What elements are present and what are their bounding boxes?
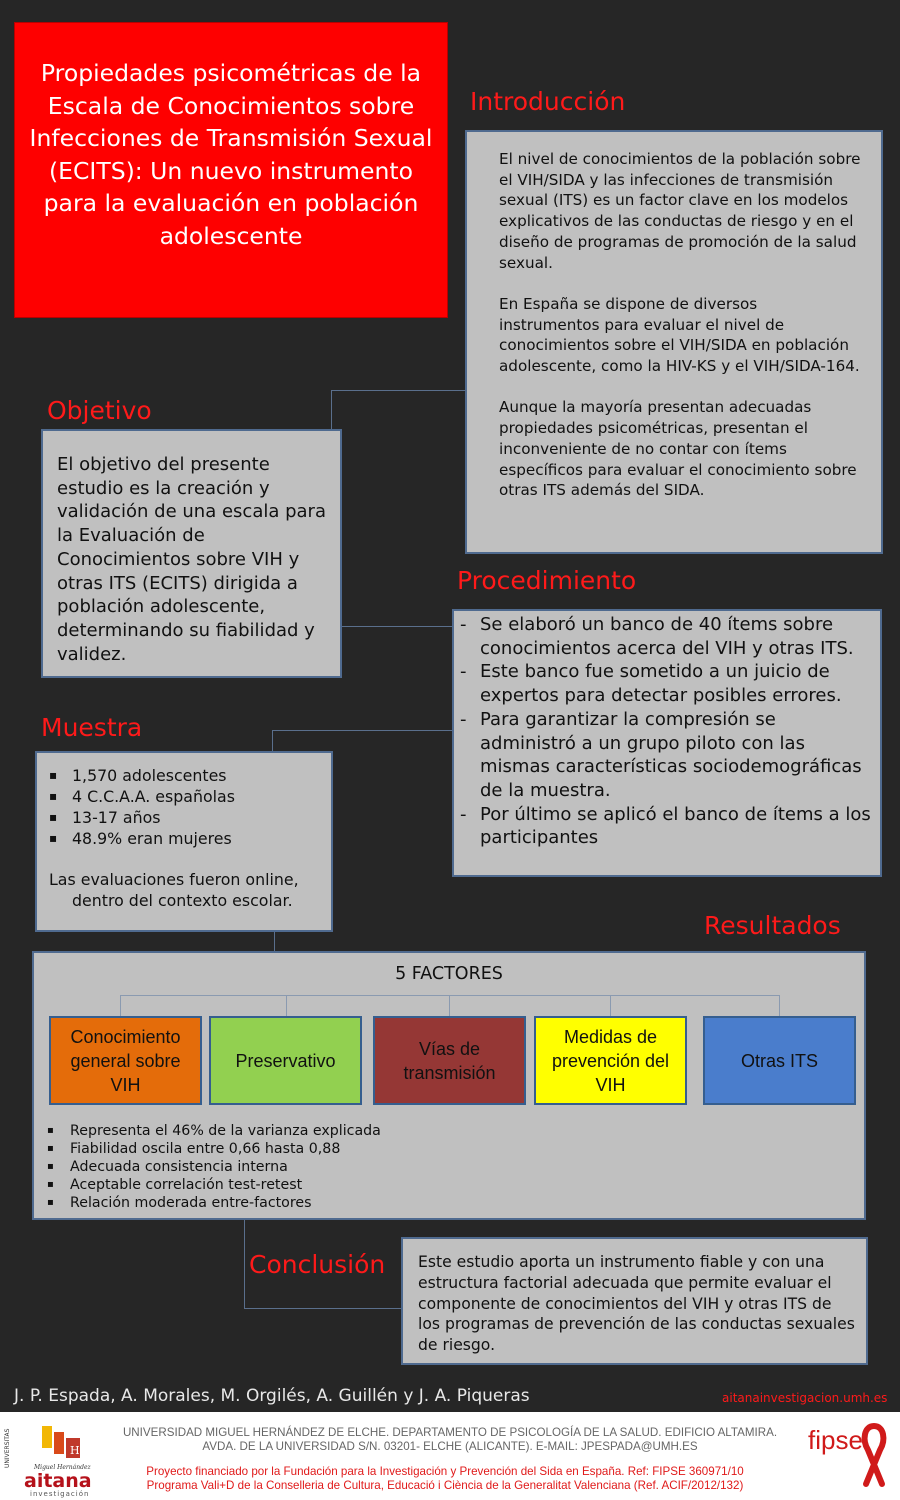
intro-box	[465, 130, 883, 554]
list-item: - Este banco fue sometido a un juicio de expertos para detectar posibles errores.	[460, 661, 842, 707]
connector-line	[331, 390, 332, 430]
footer-funding	[100, 1465, 790, 1493]
tree-line	[286, 995, 287, 1017]
conclusion-box	[401, 1237, 868, 1365]
logo-mh-sub: Miguel Hernández	[34, 1464, 91, 1471]
connector-line	[244, 1308, 402, 1309]
muestra-heading: Muestra	[41, 713, 143, 742]
umh-logo-icon	[30, 1424, 90, 1464]
tree-line	[449, 995, 450, 1017]
address-line: UNIVERSIDAD MIGUEL HERNÁNDEZ DE ELCHE. DEPARTAMENTO DE PSICOLOGÍA DE LA SALUD. EDIFICIO ALTAMIRA.	[122, 1426, 778, 1439]
logo-universitas: UNIVERSITAS	[4, 1428, 11, 1468]
conclusion-heading: Conclusión	[249, 1250, 386, 1279]
objetivo-text: El objetivo del presente estudio es la creación y validación de una escala para la Evaluación de Conocimientos sobre VIH y otras ITS (ECITS) dirigida a población adolescente, determinando su fiabilidad y validez.	[57, 454, 326, 665]
intro-paragraph: En España se dispone de diversos instrumentos para evaluar el nivel de conocimientos sobre el VIH/SIDA en población adolescente, como la HIV-KS y el VIH/SIDA-164.	[499, 294, 860, 376]
authors: J. P. Espada, A. Morales, M. Orgilés, A. Guillén y J. A. Piqueras	[14, 1386, 530, 1406]
objetivo-heading: Objetivo	[47, 396, 152, 425]
connector-line	[244, 1219, 245, 1309]
connector-line	[341, 626, 453, 627]
address-line: AVDA. DE LA UNIVERSIDAD S/N. 03201- ELCHE (ALICANTE). E-MAIL: JPESPADA@UMH.ES	[202, 1440, 698, 1453]
tree-line	[779, 995, 780, 1017]
intro-paragraph: Aunque la mayoría presentan adecuadas propiedades psicométricas, presentan el inconveniente de no contar con ítems específicos para evaluar el conocimiento sobre otras ITS además del SIDA.	[499, 398, 857, 500]
connector-line	[274, 931, 275, 952]
intro-paragraph: El nivel de conocimientos de la población sobre el VIH/SIDA y las infecciones de transmisión sexual (ITS) es un factor clave en los modelos explicativos de las conductas de riesgo y en el diseño de programas de promoción de la salud sexual.	[499, 150, 861, 272]
factor-box-otras: Otras ITS	[703, 1016, 856, 1105]
factor-box-medidas: Medidas de prevención del VIH	[534, 1016, 687, 1105]
resultados-heading: Resultados	[704, 911, 841, 940]
fipse-logo: fipse	[808, 1425, 863, 1455]
procedimiento-box	[452, 609, 882, 877]
connector-line	[272, 730, 273, 752]
svg-text:H: H	[70, 1444, 80, 1457]
list-item: - Para garantizar la compresión se administró a un grupo piloto con las mismas características sociodemográficas de la muestra.	[460, 708, 862, 801]
website-link[interactable]: aitanainvestigacion.umh.es	[722, 1391, 888, 1405]
aitana-logo: aitana	[24, 1470, 92, 1492]
muestra-box	[35, 751, 333, 932]
factor-box-preservativo: Preservativo	[209, 1016, 362, 1105]
list-item: ▪ Relación moderada entre-factores	[47, 1195, 312, 1211]
connector-line	[272, 730, 453, 731]
connector-line	[331, 390, 466, 391]
footer-address	[100, 1426, 800, 1454]
list-item: ▪ Fiabilidad oscila entre 0,66 hasta 0,88	[47, 1141, 341, 1157]
poster-title: Propiedades psicométricas de la Escala de Conocimientos sobre Infecciones de Transmisión Sexual (ECITS): Un nuevo instrumento para la evaluación en población adolescente	[14, 22, 448, 318]
list-item: ▪ Adecuada consistencia interna	[47, 1159, 288, 1175]
umh-logo	[30, 1424, 90, 1464]
tree-line	[120, 995, 780, 996]
resultados-list	[47, 1122, 847, 1212]
intro-heading: Introducción	[470, 87, 626, 116]
list-item: ▪ 48.9% eran mujeres	[49, 829, 232, 848]
tree-line	[120, 995, 121, 1017]
footer	[0, 1412, 900, 1500]
factor-box-vias: Vías de transmisión	[373, 1016, 526, 1105]
list-item: ▪ Representa el 46% de la varianza explicada	[47, 1123, 381, 1139]
muestra-note: Las evaluaciones fueron online, dentro del contexto escolar.	[49, 870, 299, 910]
list-item: - Se elaboró un banco de 40 ítems sobre conocimientos acerca del VIH y otras ITS.	[460, 614, 854, 659]
list-item: ▪ 4 C.C.A.A. españolas	[49, 787, 235, 806]
procedimiento-heading: Procedimiento	[457, 566, 637, 595]
tree-line	[610, 995, 611, 1017]
objetivo-box	[41, 429, 342, 678]
ribbon-icon	[856, 1422, 892, 1492]
list-item: - Por último se aplicó el banco de ítems a los participantes	[460, 803, 871, 849]
list-item: ▪ Aceptable correlación test-retest	[47, 1177, 303, 1193]
funding-line: Programa Vali+D de la Conselleria de Cultura, Educació i Ciència de la Generalitat Valenciana (Ref. ACIF/2012/132)	[146, 1479, 744, 1492]
conclusion-text: Este estudio aporta un instrumento fiable y con una estructura factorial adecuada que permite evaluar el componente de conocimientos del VIH y otras ITS de los programas de prevención de las conductas sexuales de riesgo.	[418, 1253, 855, 1355]
list-item: ▪ 1,570 adolescentes	[49, 766, 227, 785]
aitana-logo-sub: investigación	[30, 1490, 90, 1498]
list-item: ▪ 13-17 años	[49, 808, 161, 827]
factors-title: 5 FACTORES	[395, 964, 503, 984]
factor-box-general: Conocimiento general sobre VIH	[49, 1016, 202, 1105]
funding-line: Proyecto financiado por la Fundación para la Investigación y Prevención del Sida en España. Ref: FIPSE 360971/10	[146, 1465, 744, 1478]
